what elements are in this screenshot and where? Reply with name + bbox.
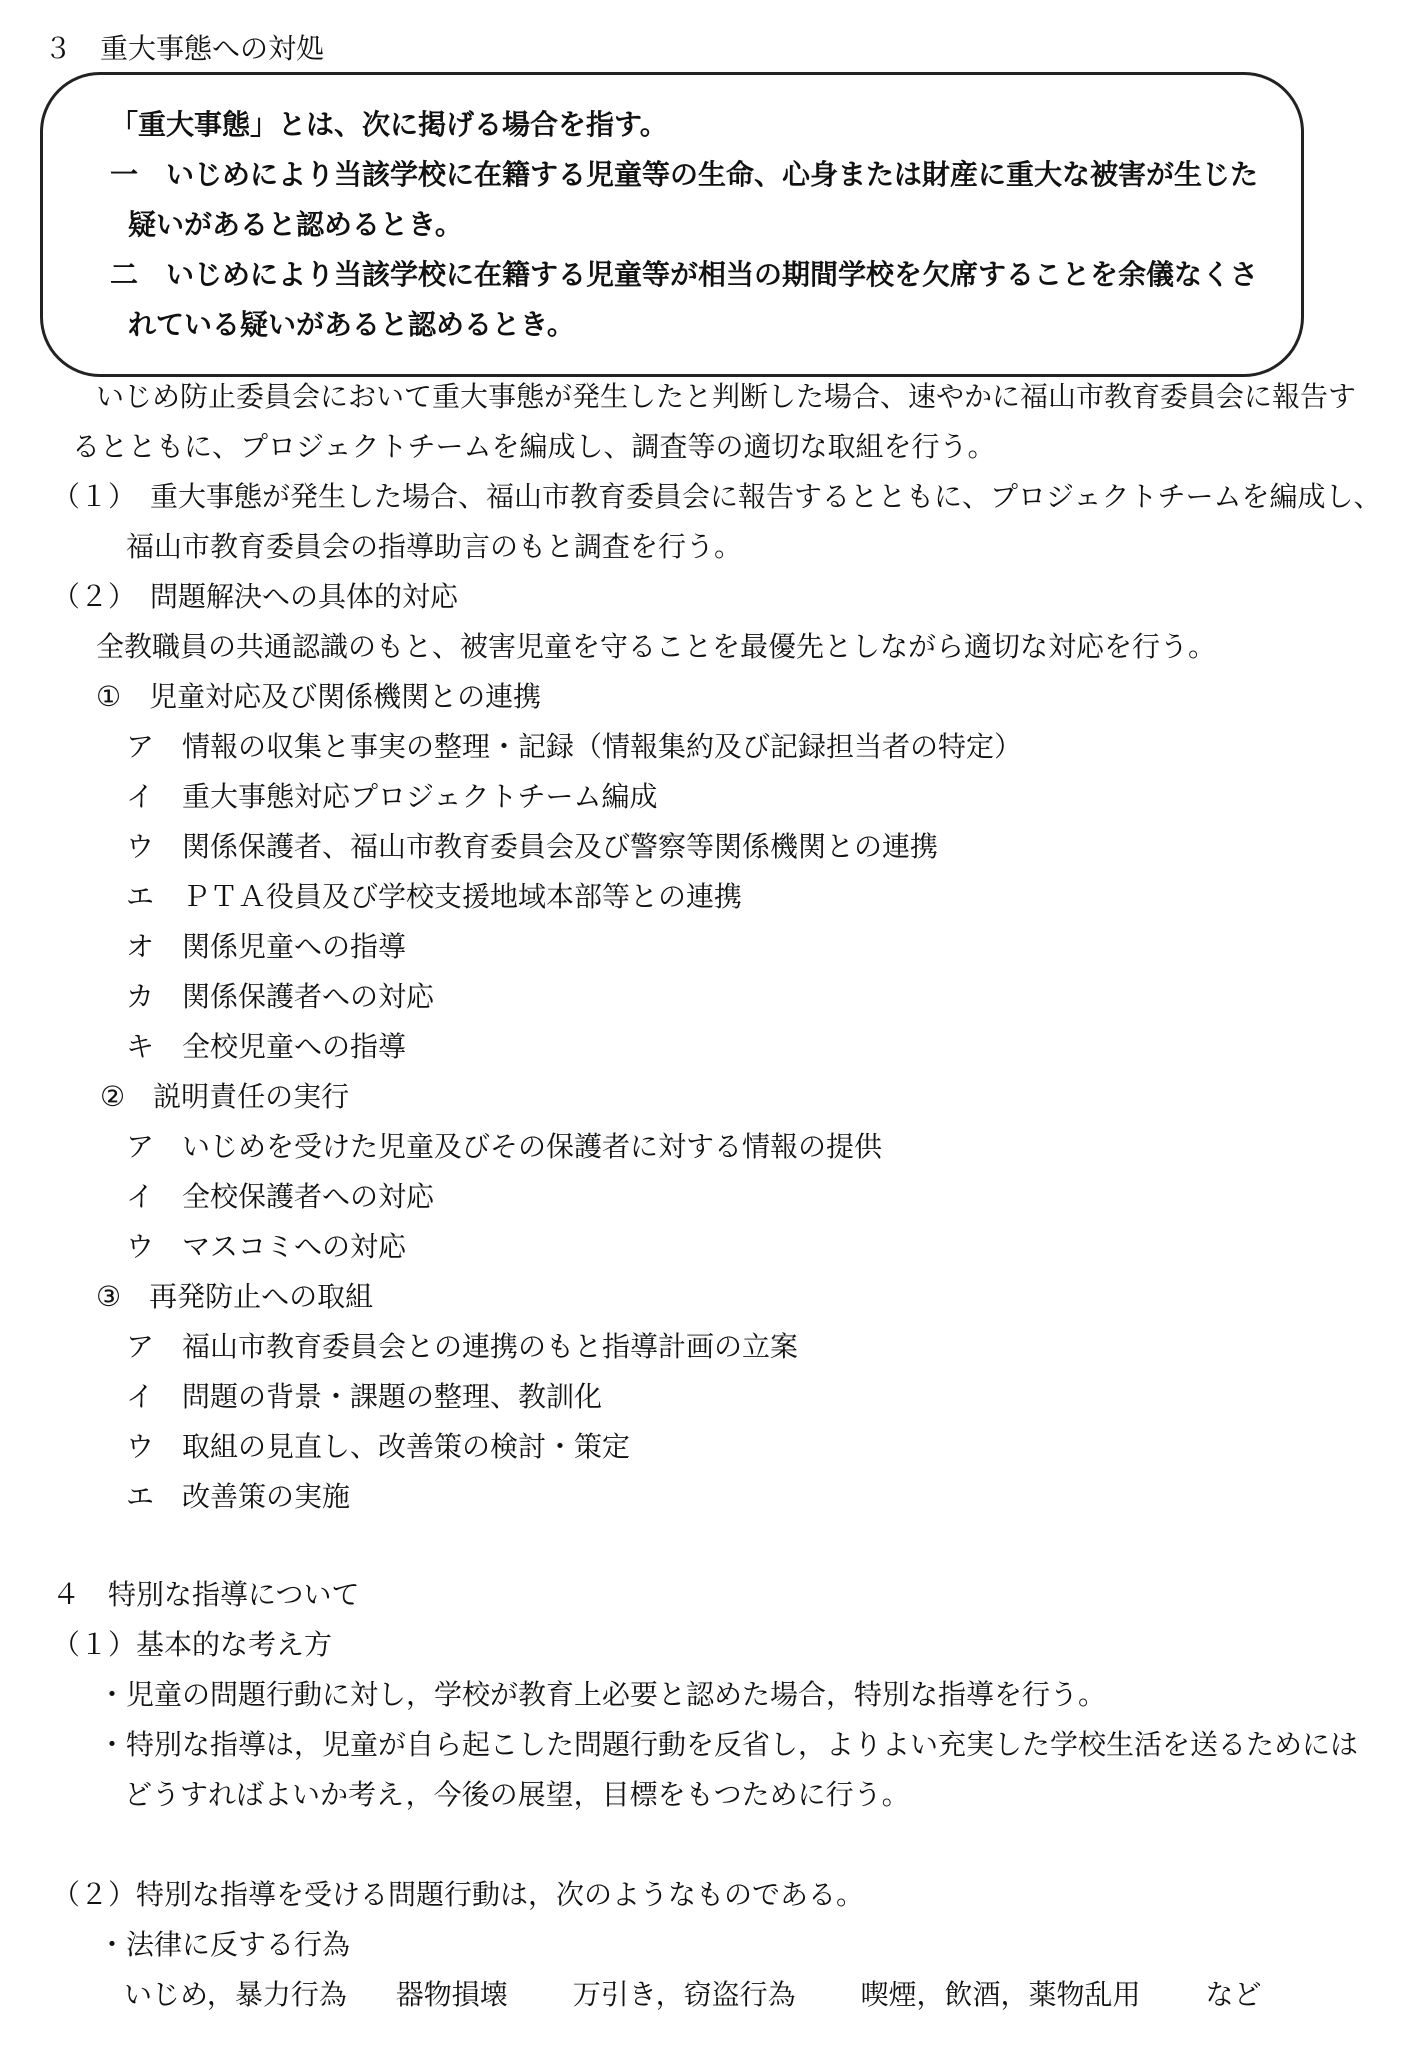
section-4-paragraph-1-heading: （１）基本的な考え方 <box>52 1628 333 1661</box>
section-3-heading: ３ 重大事態への対処 <box>44 32 325 65</box>
list-item: ア 福山市教育委員会との連携のもと指導計画の立案 <box>126 1330 799 1363</box>
list-item: ウ 関係保護者、福山市教育委員会及び警察等関係機関との連携 <box>126 830 939 863</box>
paragraph-1-line-2: 福山市教育委員会の指導助言のもと調査を行う。 <box>126 530 743 563</box>
example-item: など <box>1205 1978 1262 2011</box>
list-item: カ 関係保護者への対応 <box>126 980 435 1013</box>
paragraph-2-intro: 全教職員の共通認識のもと、被害児童を守ることを最優先としながら適切な対応を行う。 <box>96 630 1217 663</box>
paragraph-2-heading: （２） 問題解決への具体的対応 <box>52 580 459 613</box>
subsection-1-heading: ① 児童対応及び関係機関との連携 <box>96 680 542 713</box>
list-item: ア 情報の収集と事実の整理・記録（情報集約及び記録担当者の特定） <box>126 730 1023 763</box>
example-item: 喫煙，飲酒，薬物乱用 <box>860 1978 1141 2011</box>
list-item: エ ＰＴＡ役員及び学校支援地域本部等との連携 <box>126 880 743 913</box>
list-item: イ 重大事態対応プロジェクトチーム編成 <box>126 780 658 813</box>
intro-line-2: るとともに、プロジェクトチームを編成し、調査等の適切な取組を行う。 <box>72 430 996 463</box>
list-item: ウ マスコミへの対応 <box>126 1230 407 1263</box>
list-item: ア いじめを受けた児童及びその保護者に対する情報の提供 <box>126 1130 883 1163</box>
intro-line-1: いじめ防止委員会において重大事態が発生したと判断した場合、速やかに福山市教育委員会に報告す <box>96 380 1357 413</box>
section-4-bullet-law: ・法律に反する行為 <box>98 1928 351 1961</box>
section-4-paragraph-2-heading: （２）特別な指導を受ける問題行動は，次のようなものである。 <box>52 1878 865 1911</box>
examples-row <box>124 1978 1261 2012</box>
box-item-1-line-2: 疑いがあると認めるとき。 <box>128 208 463 241</box>
list-item: オ 関係児童への指導 <box>126 930 407 963</box>
list-item: エ 改善策の実施 <box>126 1480 351 1513</box>
subsection-2-heading: ② 説明責任の実行 <box>100 1080 350 1113</box>
box-item-2-line-1: 二 いじめにより当該学校に在籍する児童等が相当の期間学校を欠席することを余儀なくさ <box>110 258 1259 291</box>
subsection-3-heading: ③ 再発防止への取組 <box>96 1280 374 1313</box>
section-4-bullet-1: ・児童の問題行動に対し，学校が教育上必要と認めた場合，特別な指導を行う。 <box>98 1678 1107 1711</box>
paragraph-1-line-1: （１） 重大事態が発生した場合、福山市教育委員会に報告するとともに、プロジェクトチームを編成し、 <box>52 480 1382 513</box>
list-item: イ 問題の背景・課題の整理、教訓化 <box>126 1380 603 1413</box>
list-item: キ 全校児童への指導 <box>126 1030 407 1063</box>
section-4-bullet-2-line-2: どうすればよいか考え，今後の展望，目標をもつために行う。 <box>124 1778 910 1811</box>
example-item: 万引き，窃盗行為 <box>572 1978 796 2011</box>
example-item: 器物損壊 <box>395 1978 508 2011</box>
section-4-heading: ４ 特別な指導について <box>52 1578 360 1611</box>
section-4-bullet-2-line-1: ・特別な指導は，児童が自ら起こした問題行動を反省し，よりよい充実した学校生活を送るためには <box>98 1728 1359 1761</box>
list-item: イ 全校保護者への対応 <box>126 1180 435 1213</box>
box-item-2-line-2: れている疑いがあると認めるとき。 <box>128 308 575 341</box>
list-item: ウ 取組の見直し、改善策の検討・策定 <box>126 1430 631 1463</box>
box-definition: 「重大事態」とは、次に掲げる場合を指す。 <box>110 108 668 141</box>
example-item: いじめ，暴力行為 <box>124 1978 347 2011</box>
box-item-1-line-1: 一 いじめにより当該学校に在籍する児童等の生命、心身または財産に重大な被害が生じた <box>110 158 1259 191</box>
